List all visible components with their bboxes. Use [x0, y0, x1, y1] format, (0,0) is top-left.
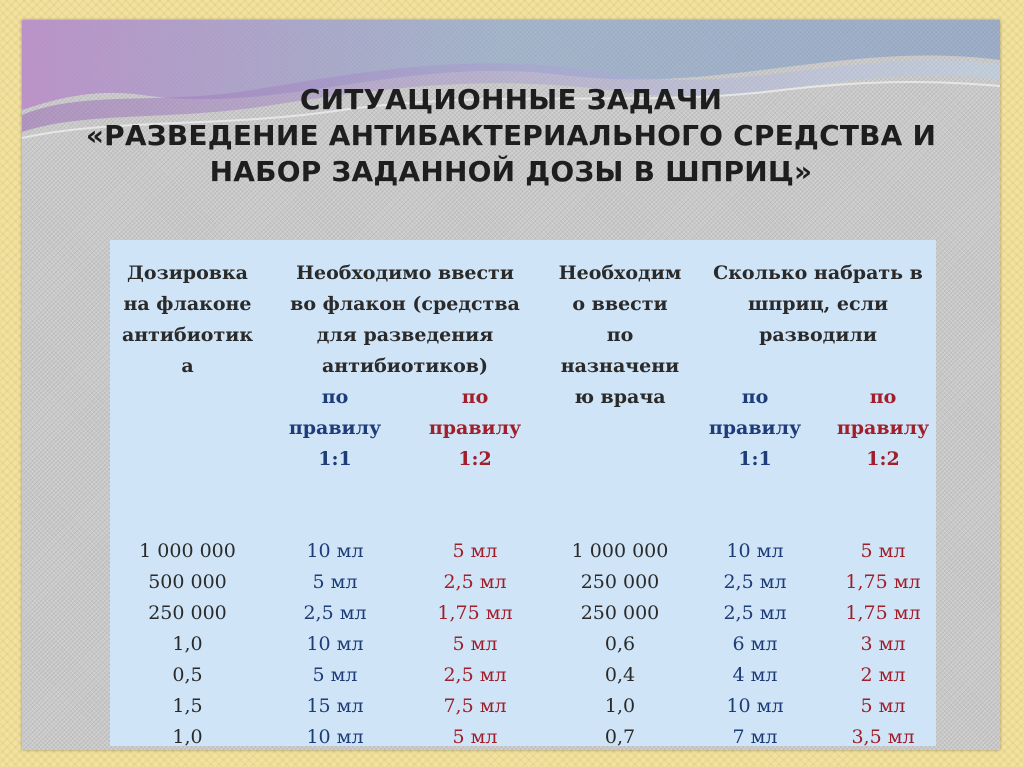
header-inject-rule-1-2: по правилу 1:2 — [428, 386, 522, 470]
cell-draw-1-2: 3 мл — [860, 633, 906, 655]
cell-inject-1-2: 2,5 мл — [443, 664, 507, 686]
header-inject: Необходимо ввести во флакон (средства для разведения антибиотиков) — [290, 262, 520, 377]
table-row — [110, 536, 936, 567]
header-draw-rule-1-2: по правилу 1:2 — [836, 386, 930, 470]
cell-draw-1-1: 7 мл — [732, 726, 778, 748]
title-line-1: СИТУАЦИОННЫЕ ЗАДАЧИ — [299, 83, 723, 116]
cell-draw-1-2: 2 мл — [860, 664, 906, 686]
cell-inject-1-2: 1,75 мл — [437, 602, 513, 624]
cell-needed: 0,6 — [604, 633, 636, 655]
cell-dosage: 1 000 000 — [139, 540, 236, 562]
cell-draw-1-1: 10 мл — [726, 540, 784, 562]
cell-inject-1-2: 2,5 мл — [443, 571, 507, 593]
cell-dosage: 1,0 — [172, 726, 203, 748]
cell-inject-1-1: 10 мл — [306, 633, 364, 655]
cell-draw-1-1: 2,5 мл — [723, 602, 787, 624]
title-line-2: «РАЗВЕДЕНИЕ АНТИБАКТЕРИАЛЬНОГО СРЕДСТВА И — [85, 119, 937, 152]
cell-inject-1-1: 10 мл — [306, 540, 364, 562]
cell-needed: 0,4 — [604, 664, 636, 686]
header-needed: Необходим о ввести по назначени ю врача — [558, 262, 682, 408]
cell-draw-1-2: 5 мл — [860, 695, 906, 717]
cell-dosage: 0,5 — [172, 664, 203, 686]
slide — [22, 20, 1000, 750]
cell-draw-1-1: 10 мл — [726, 695, 784, 717]
cell-inject-1-2: 5 мл — [452, 540, 498, 562]
table-row — [110, 722, 936, 750]
cell-inject-1-2: 5 мл — [452, 726, 498, 748]
cell-draw-1-2: 5 мл — [860, 540, 906, 562]
dilution-table — [110, 240, 936, 746]
header-draw-rule-1-1: по правилу 1:1 — [708, 386, 802, 470]
cell-draw-1-2: 1,75 мл — [845, 571, 921, 593]
slide-title — [22, 82, 1000, 190]
cell-draw-1-2: 3,5 мл — [851, 726, 915, 748]
cell-dosage: 250 000 — [148, 602, 227, 624]
title-line-3: НАБОР ЗАДАННОЙ ДОЗЫ В ШПРИЦ» — [209, 155, 813, 188]
header-draw: Сколько набрать в шприц, если разводили — [713, 262, 923, 346]
cell-dosage: 1,5 — [172, 695, 203, 717]
table-row — [110, 691, 936, 722]
cell-draw-1-2: 1,75 мл — [845, 602, 921, 624]
cell-needed: 250 000 — [580, 602, 660, 624]
cell-inject-1-1: 5 мл — [312, 664, 358, 686]
table-row — [110, 660, 936, 691]
cell-inject-1-1: 10 мл — [306, 726, 364, 748]
cell-inject-1-2: 7,5 мл — [443, 695, 507, 717]
cell-inject-1-1: 2,5 мл — [303, 602, 367, 624]
cell-inject-1-2: 5 мл — [452, 633, 498, 655]
cell-dosage: 500 000 — [148, 571, 227, 593]
cell-needed: 1 000 000 — [571, 540, 669, 562]
header-inject-rule-1-1: по правилу 1:1 — [288, 386, 382, 470]
cell-inject-1-1: 5 мл — [312, 571, 358, 593]
header-dosage: Дозировка на флаконе антибиотик а — [121, 262, 254, 377]
table-row — [110, 629, 936, 660]
cell-needed: 250 000 — [580, 571, 660, 593]
table-row — [110, 598, 936, 629]
cell-inject-1-1: 15 мл — [306, 695, 364, 717]
cell-needed: 0,7 — [604, 726, 636, 748]
cell-draw-1-1: 6 мл — [732, 633, 778, 655]
cell-draw-1-1: 4 мл — [732, 664, 778, 686]
cell-draw-1-1: 2,5 мл — [723, 571, 787, 593]
cell-dosage: 1,0 — [172, 633, 203, 655]
table-row — [110, 567, 936, 598]
cell-needed: 1,0 — [604, 695, 636, 717]
